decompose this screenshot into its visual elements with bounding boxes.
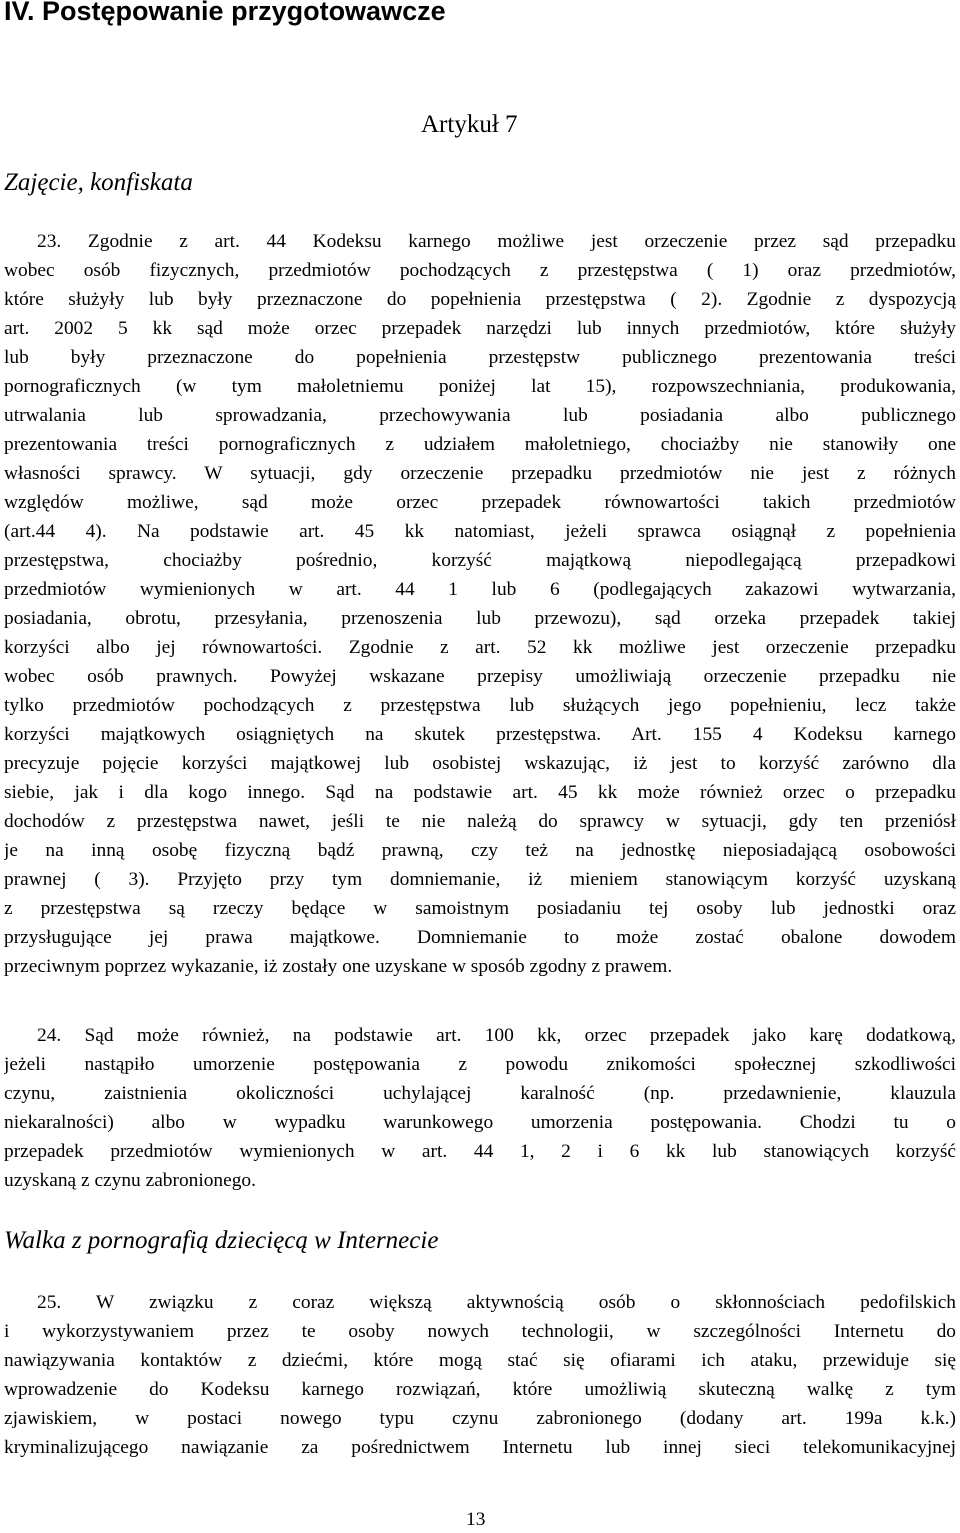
text-line: przestępstwa, chociażby pośrednio, korzyść majątkową niepodlegającą przepadkowi <box>4 550 956 571</box>
text-line: siebie, jak i dla kogo innego. Sąd na podstawie art. 45 kk może również orzec o przepadku <box>4 782 956 803</box>
text-line: precyzuje pojęcie korzyści majątkowej lub osobistej wskazując, iż jest to korzyść zarówno dla <box>4 753 956 774</box>
text-line: własności sprawcy. W sytuacji, gdy orzeczenie przepadku przedmiotów nie jest z różnych <box>4 463 956 484</box>
text-line: przedmiotów wymienionych w art. 44 1 lub 6 (podlegających zakazowi wytwarzania, <box>4 579 956 600</box>
text-line: lub były przeznaczone do popełnienia przestępstw publicznego prezentowania treści <box>4 347 956 368</box>
text-line: przeciwnym poprzez wykazanie, iż zostały one uzyskane w sposób zgodny z prawem. <box>4 956 673 977</box>
text-line: względów możliwe, sąd może orzec przepadek równowartości takich przedmiotów <box>4 492 956 513</box>
text-line: utrwalania lub sprowadzania, przechowywania lub posiadania albo publicznego <box>4 405 956 426</box>
paragraph-24 <box>4 1021 956 1195</box>
text-line: je na inną osobę fizyczną bądź prawną, czy też na jednostkę nieposiadającą osobowości <box>4 840 956 861</box>
text-line: i wykorzystywaniem przez te osoby nowych technologii, w szczególności Internetu do <box>4 1321 956 1342</box>
text-line: przysługujące jej prawa majątkowe. Domniemanie to może zostać obalone dowodem <box>4 927 956 948</box>
text-line: 23. Zgodnie z art. 44 Kodeksu karnego możliwe jest orzeczenie przez sąd przepadku <box>37 231 956 252</box>
text-line: 24. Sąd może również, na podstawie art. 100 kk, orzec przepadek jako karę dodatkową, <box>37 1025 956 1046</box>
text-line: uzyskaną z czynu zabronionego. <box>4 1170 256 1191</box>
section-title-seizure: Zajęcie, konfiskata <box>4 169 193 196</box>
text-line: posiadania, obrotu, przesyłania, przenoszenia lub przewozu), sąd orzeka przepadek takiej <box>4 608 956 629</box>
text-line: dochodów z przestępstwa nawet, jeśli te nie należą do sprawcy w sytuacji, gdy ten przeniósł <box>4 811 956 832</box>
text-line: 25. W związku z coraz większą aktywnością osób o skłonnościach pedofilskich <box>37 1292 956 1313</box>
text-line: tylko przedmiotów pochodzących z przestępstwa lub służących jego popełnieniu, lecz także <box>4 695 956 716</box>
text-line: pornograficznych (w tym małoletniemu poniżej lat 15), rozpowszechniania, produkowania, <box>4 376 956 397</box>
text-line: nawiązywania kontaktów z dziećmi, które mogą stać się ofiarami ich ataku, przewiduje się <box>4 1350 956 1371</box>
article-heading: Artykuł 7 <box>421 111 518 138</box>
text-line: zjawiskiem, w postaci nowego typu czynu zabronionego (dodany art. 199a k.k.) <box>4 1408 956 1429</box>
text-line: korzyści albo jej równowartości. Zgodnie z art. 52 kk możliwe jest orzeczenie przepadku <box>4 637 956 658</box>
text-line: prezentowania treści pornograficznych z udziałem małoletniego, chociażby nie stanowiły one <box>4 434 956 455</box>
text-line: wobec osób fizycznych, przedmiotów pochodzących z przestępstwa ( 1) oraz przedmiotów, <box>4 260 956 281</box>
text-line: wobec osób prawnych. Powyżej wskazane przepisy umożliwiają orzeczenie przepadku nie <box>4 666 956 687</box>
text-line: przepadek przedmiotów wymienionych w art. 44 1, 2 i 6 kk lub stanowiących korzyść <box>4 1141 956 1162</box>
text-line: czynu, zaistnienia okoliczności uchylającej karalność (np. przedawnienie, klauzula <box>4 1083 956 1104</box>
text-line: niekaralności) albo w wypadku warunkowego umorzenia postępowania. Chodzi tu o <box>4 1112 956 1133</box>
text-line: jeżeli nastąpiło umorzenie postępowania z powodu znikomości społecznej szkodliwości <box>4 1054 956 1075</box>
paragraph-23 <box>4 227 956 981</box>
text-line: z przestępstwa są rzeczy będące w samoistnym posiadaniu tej osoby lub jednostki oraz <box>4 898 956 919</box>
text-line: art. 2002 5 kk sąd może orzec przepadek narzędzi lub innych przedmiotów, które służyły <box>4 318 956 339</box>
section-title-child-pornography: Walka z pornografią dziecięcą w Internecie <box>4 1227 439 1254</box>
text-line: (art.44 4). Na podstawie art. 45 kk natomiast, jeżeli sprawca osiągnął z popełnienia <box>4 521 956 542</box>
page-number: 13 <box>466 1509 486 1530</box>
text-line: prawnej ( 3). Przyjęto przy tym domniemanie, iż mieniem stanowiącym korzyść uzyskaną <box>4 869 956 890</box>
text-line: kryminalizującego nawiązanie za pośrednictwem Internetu lub innej sieci telekomunikacyjnej <box>4 1437 956 1458</box>
chapter-heading: IV. Postępowanie przygotowawcze <box>4 0 446 26</box>
text-line: korzyści majątkowych osiągniętych na skutek przestępstwa. Art. 155 4 Kodeksu karnego <box>4 724 956 745</box>
text-line: wprowadzenie do Kodeksu karnego rozwiązań, które umożliwią skuteczną walkę z tym <box>4 1379 956 1400</box>
paragraph-25 <box>4 1288 956 1462</box>
text-line: które służyły lub były przeznaczone do popełnienia przestępstwa ( 2). Zgodnie z dyspozycją <box>4 289 956 310</box>
